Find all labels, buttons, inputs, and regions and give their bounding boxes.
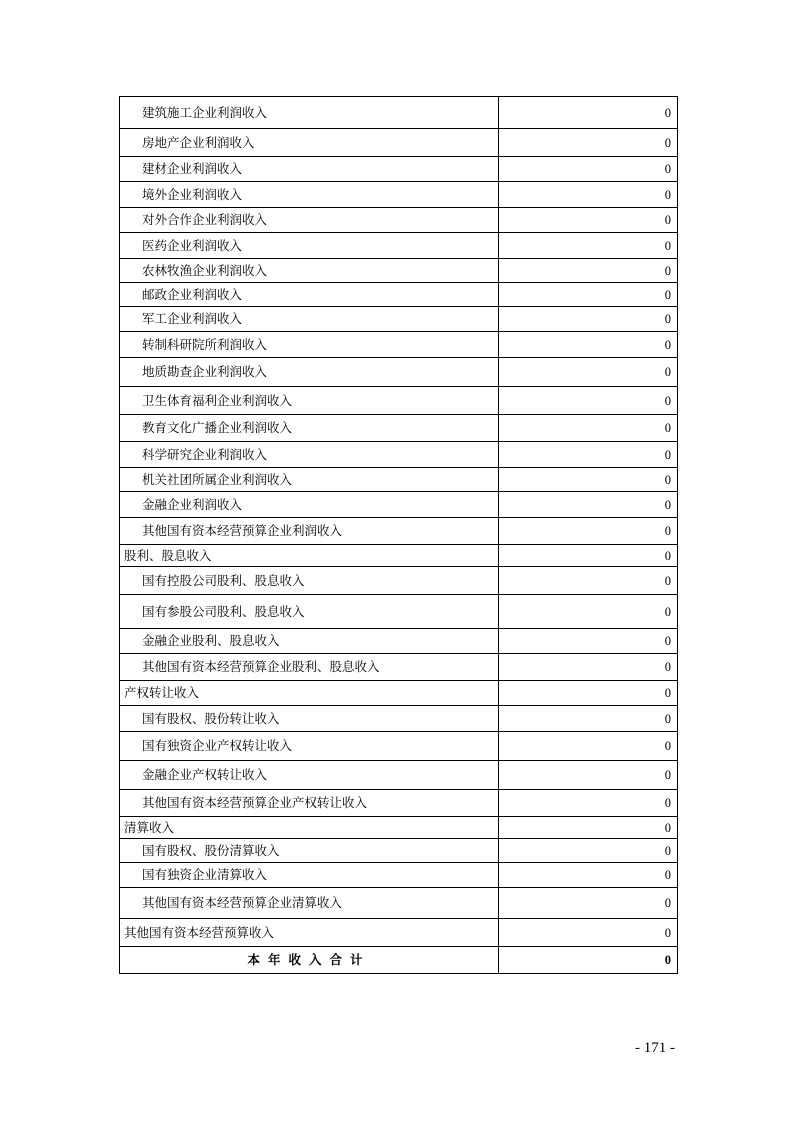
table-row	[120, 919, 678, 947]
table-row	[120, 629, 678, 654]
row-label: 科学研究企业利润收入	[120, 442, 499, 468]
row-value: 0	[499, 790, 678, 817]
table-row	[120, 332, 678, 358]
row-label: 其他国有资本经营预算企业股利、股息收入	[120, 654, 499, 681]
row-value: 0	[499, 157, 678, 182]
row-value: 0	[499, 919, 678, 947]
row-value: 0	[499, 182, 678, 208]
table-row	[120, 492, 678, 518]
table-row	[120, 415, 678, 442]
row-label: 金融企业产权转让收入	[120, 761, 499, 790]
row-value: 0	[499, 332, 678, 358]
row-value: 0	[499, 817, 678, 839]
row-value: 0	[499, 681, 678, 706]
table-row	[120, 545, 678, 567]
table-row	[120, 732, 678, 761]
table-row	[120, 595, 678, 629]
row-value: 0	[499, 468, 678, 492]
row-value: 0	[499, 233, 678, 259]
revenue-table-body	[120, 97, 678, 974]
row-label: 国有独资企业清算收入	[120, 863, 499, 888]
row-label: 机关社团所属企业利润收入	[120, 468, 499, 492]
row-label: 产权转让收入	[120, 681, 499, 706]
row-label: 对外合作企业利润收入	[120, 208, 499, 233]
page-number: - 171 -	[635, 1040, 675, 1056]
table-row	[120, 208, 678, 233]
table-row	[120, 307, 678, 332]
table-row	[120, 442, 678, 468]
row-value: 0	[499, 129, 678, 157]
row-value: 0	[499, 492, 678, 518]
table-row	[120, 654, 678, 681]
row-value: 0	[499, 358, 678, 387]
row-label: 军工企业利润收入	[120, 307, 499, 332]
row-label: 国有控股公司股利、股息收入	[120, 567, 499, 595]
table-row	[120, 157, 678, 182]
total-label: 本年收入合计	[120, 947, 499, 974]
table-row	[120, 468, 678, 492]
row-label: 国有参股公司股利、股息收入	[120, 595, 499, 629]
row-value: 0	[499, 629, 678, 654]
row-value: 0	[499, 518, 678, 545]
row-value: 0	[499, 863, 678, 888]
row-value: 0	[499, 761, 678, 790]
row-value: 0	[499, 839, 678, 863]
row-label: 农林牧渔企业利润收入	[120, 259, 499, 283]
table-row	[120, 283, 678, 307]
revenue-table	[119, 96, 678, 974]
row-value: 0	[499, 259, 678, 283]
table-row	[120, 518, 678, 545]
row-label: 医药企业利润收入	[120, 233, 499, 259]
row-label: 地质勘查企业利润收入	[120, 358, 499, 387]
table-row	[120, 259, 678, 283]
row-label: 建筑施工企业利润收入	[120, 97, 499, 129]
table-row	[120, 817, 678, 839]
row-value: 0	[499, 545, 678, 567]
table-row	[120, 567, 678, 595]
row-value: 0	[499, 415, 678, 442]
row-label: 卫生体育福利企业利润收入	[120, 387, 499, 415]
row-value: 0	[499, 307, 678, 332]
row-value: 0	[499, 732, 678, 761]
row-label: 其他国有资本经营预算企业清算收入	[120, 888, 499, 919]
row-label: 邮政企业利润收入	[120, 283, 499, 307]
row-label: 教育文化广播企业利润收入	[120, 415, 499, 442]
row-label: 其他国有资本经营预算企业产权转让收入	[120, 790, 499, 817]
table-row	[120, 129, 678, 157]
row-label: 金融企业利润收入	[120, 492, 499, 518]
table-row	[120, 387, 678, 415]
table-row	[120, 839, 678, 863]
row-value: 0	[499, 888, 678, 919]
table-row	[120, 358, 678, 387]
row-value: 0	[499, 97, 678, 129]
row-label: 境外企业利润收入	[120, 182, 499, 208]
row-label: 股利、股息收入	[120, 545, 499, 567]
table-row	[120, 790, 678, 817]
row-value: 0	[499, 567, 678, 595]
row-value: 0	[499, 208, 678, 233]
row-value: 0	[499, 654, 678, 681]
row-value: 0	[499, 595, 678, 629]
row-label: 房地产企业利润收入	[120, 129, 499, 157]
table-row	[120, 97, 678, 129]
row-value: 0	[499, 706, 678, 732]
row-value: 0	[499, 442, 678, 468]
row-label: 建材企业利润收入	[120, 157, 499, 182]
table-row	[120, 233, 678, 259]
row-label: 国有股权、股份转让收入	[120, 706, 499, 732]
row-label: 其他国有资本经营预算收入	[120, 919, 499, 947]
row-label: 转制科研院所利润收入	[120, 332, 499, 358]
table-row	[120, 681, 678, 706]
table-row	[120, 761, 678, 790]
row-label: 金融企业股利、股息收入	[120, 629, 499, 654]
row-label: 国有股权、股份清算收入	[120, 839, 499, 863]
row-label: 清算收入	[120, 817, 499, 839]
row-label: 其他国有资本经营预算企业利润收入	[120, 518, 499, 545]
table-row	[120, 182, 678, 208]
total-value: 0	[499, 947, 678, 974]
table-row	[120, 863, 678, 888]
table-row	[120, 706, 678, 732]
row-value: 0	[499, 387, 678, 415]
row-label: 国有独资企业产权转让收入	[120, 732, 499, 761]
row-value: 0	[499, 283, 678, 307]
table-row	[120, 888, 678, 919]
total-row	[120, 947, 678, 974]
